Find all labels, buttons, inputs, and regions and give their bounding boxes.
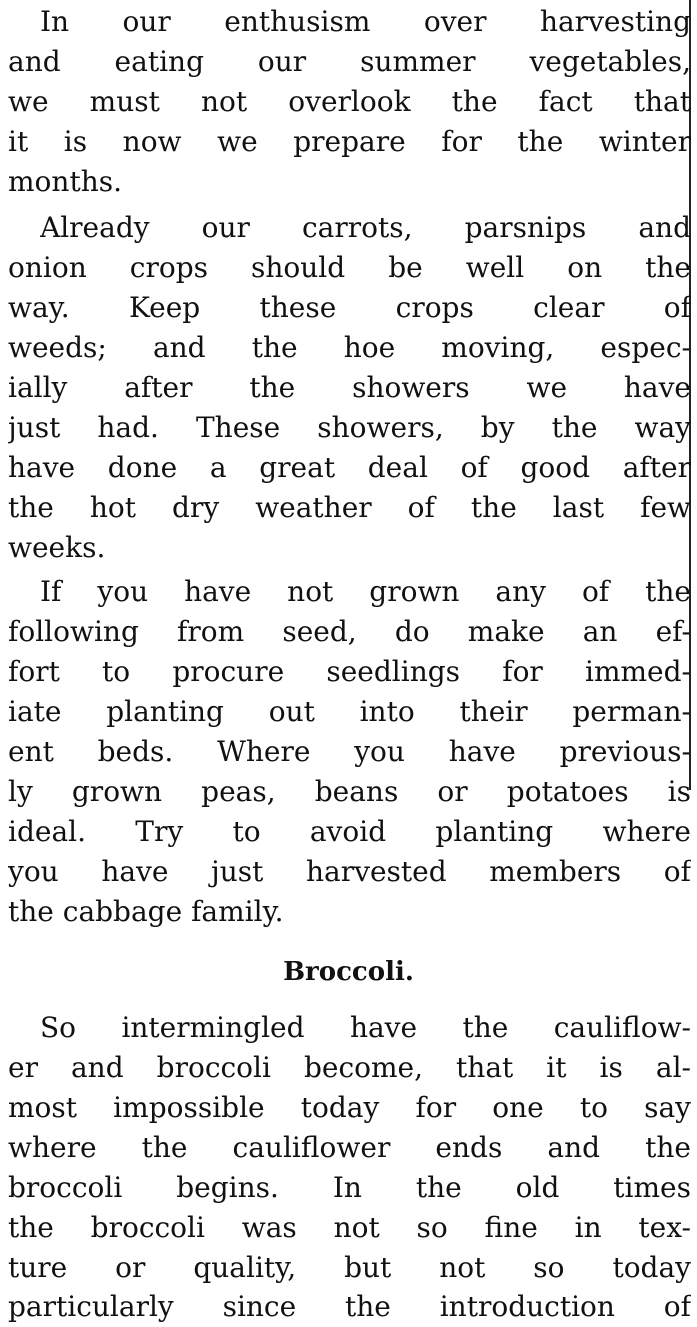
paragraph-3-line-4: iate planting out into their perman- <box>8 695 691 728</box>
broccoli-line-4: where the cauliflower ends and the <box>8 1131 691 1164</box>
paragraph-2-line-1: Already our carrots, parsnips and <box>40 211 691 244</box>
paragraph-2-line-9: weeks. <box>8 531 106 564</box>
broccoli-line-3: most impossible today for one to say <box>8 1091 691 1124</box>
paragraph-1-line-4: it is now we prepare for the winter <box>8 125 691 158</box>
paragraph-3-line-3: fort to procure seedlings for immed- <box>8 655 691 688</box>
paragraph-3-line-1: If you have not grown any of the <box>40 575 691 608</box>
broccoli-line-7: ture or quality, but not so today <box>8 1251 691 1284</box>
paragraph-3-line-6: ly grown peas, beans or potatoes is <box>8 775 691 808</box>
paragraph-2-line-3: way. Keep these crops clear of <box>8 291 691 324</box>
paragraph-2-line-8: the hot dry weather of the last few <box>8 491 691 524</box>
broccoli-line-8: particularly since the introduction of <box>8 1290 691 1323</box>
paragraph-1-line-1: In our enthusism over harvesting <box>40 5 691 38</box>
section-heading: Broccoli. <box>283 957 414 987</box>
paragraph-3-line-2: following from seed, do make an ef- <box>8 615 691 648</box>
broccoli-line-2: er and broccoli become, that it is al- <box>8 1051 691 1084</box>
paragraph-2-line-7: have done a great deal of good after <box>8 451 691 484</box>
paragraph-1-line-2: and eating our summer vegetables, <box>8 45 691 78</box>
paragraph-2-line-4: weeds; and the hoe moving, espec- <box>8 331 691 364</box>
paragraph-2-line-6: just had. These showers, by the way <box>8 411 691 444</box>
paragraph-2-line-5: ially after the showers we have <box>8 371 691 404</box>
paragraph-3-line-9: the cabbage family. <box>8 895 284 928</box>
paragraph-3-line-7: ideal. Try to avoid planting where <box>8 815 691 848</box>
paragraph-1-line-5: months. <box>8 165 122 198</box>
broccoli-line-6: the broccoli was not so fine in tex- <box>8 1211 691 1244</box>
broccoli-line-5: broccoli begins. In the old times <box>8 1171 691 1204</box>
paragraph-3-line-5: ent beds. Where you have previous- <box>8 735 691 768</box>
paragraph-3-line-8: you have just harvested members of <box>8 855 691 888</box>
paragraph-2-line-2: onion crops should be well on the <box>8 251 691 284</box>
paragraph-1-line-3: we must not overlook the fact that <box>8 85 691 118</box>
broccoli-line-1: So intermingled have the cauliflow- <box>40 1011 691 1044</box>
